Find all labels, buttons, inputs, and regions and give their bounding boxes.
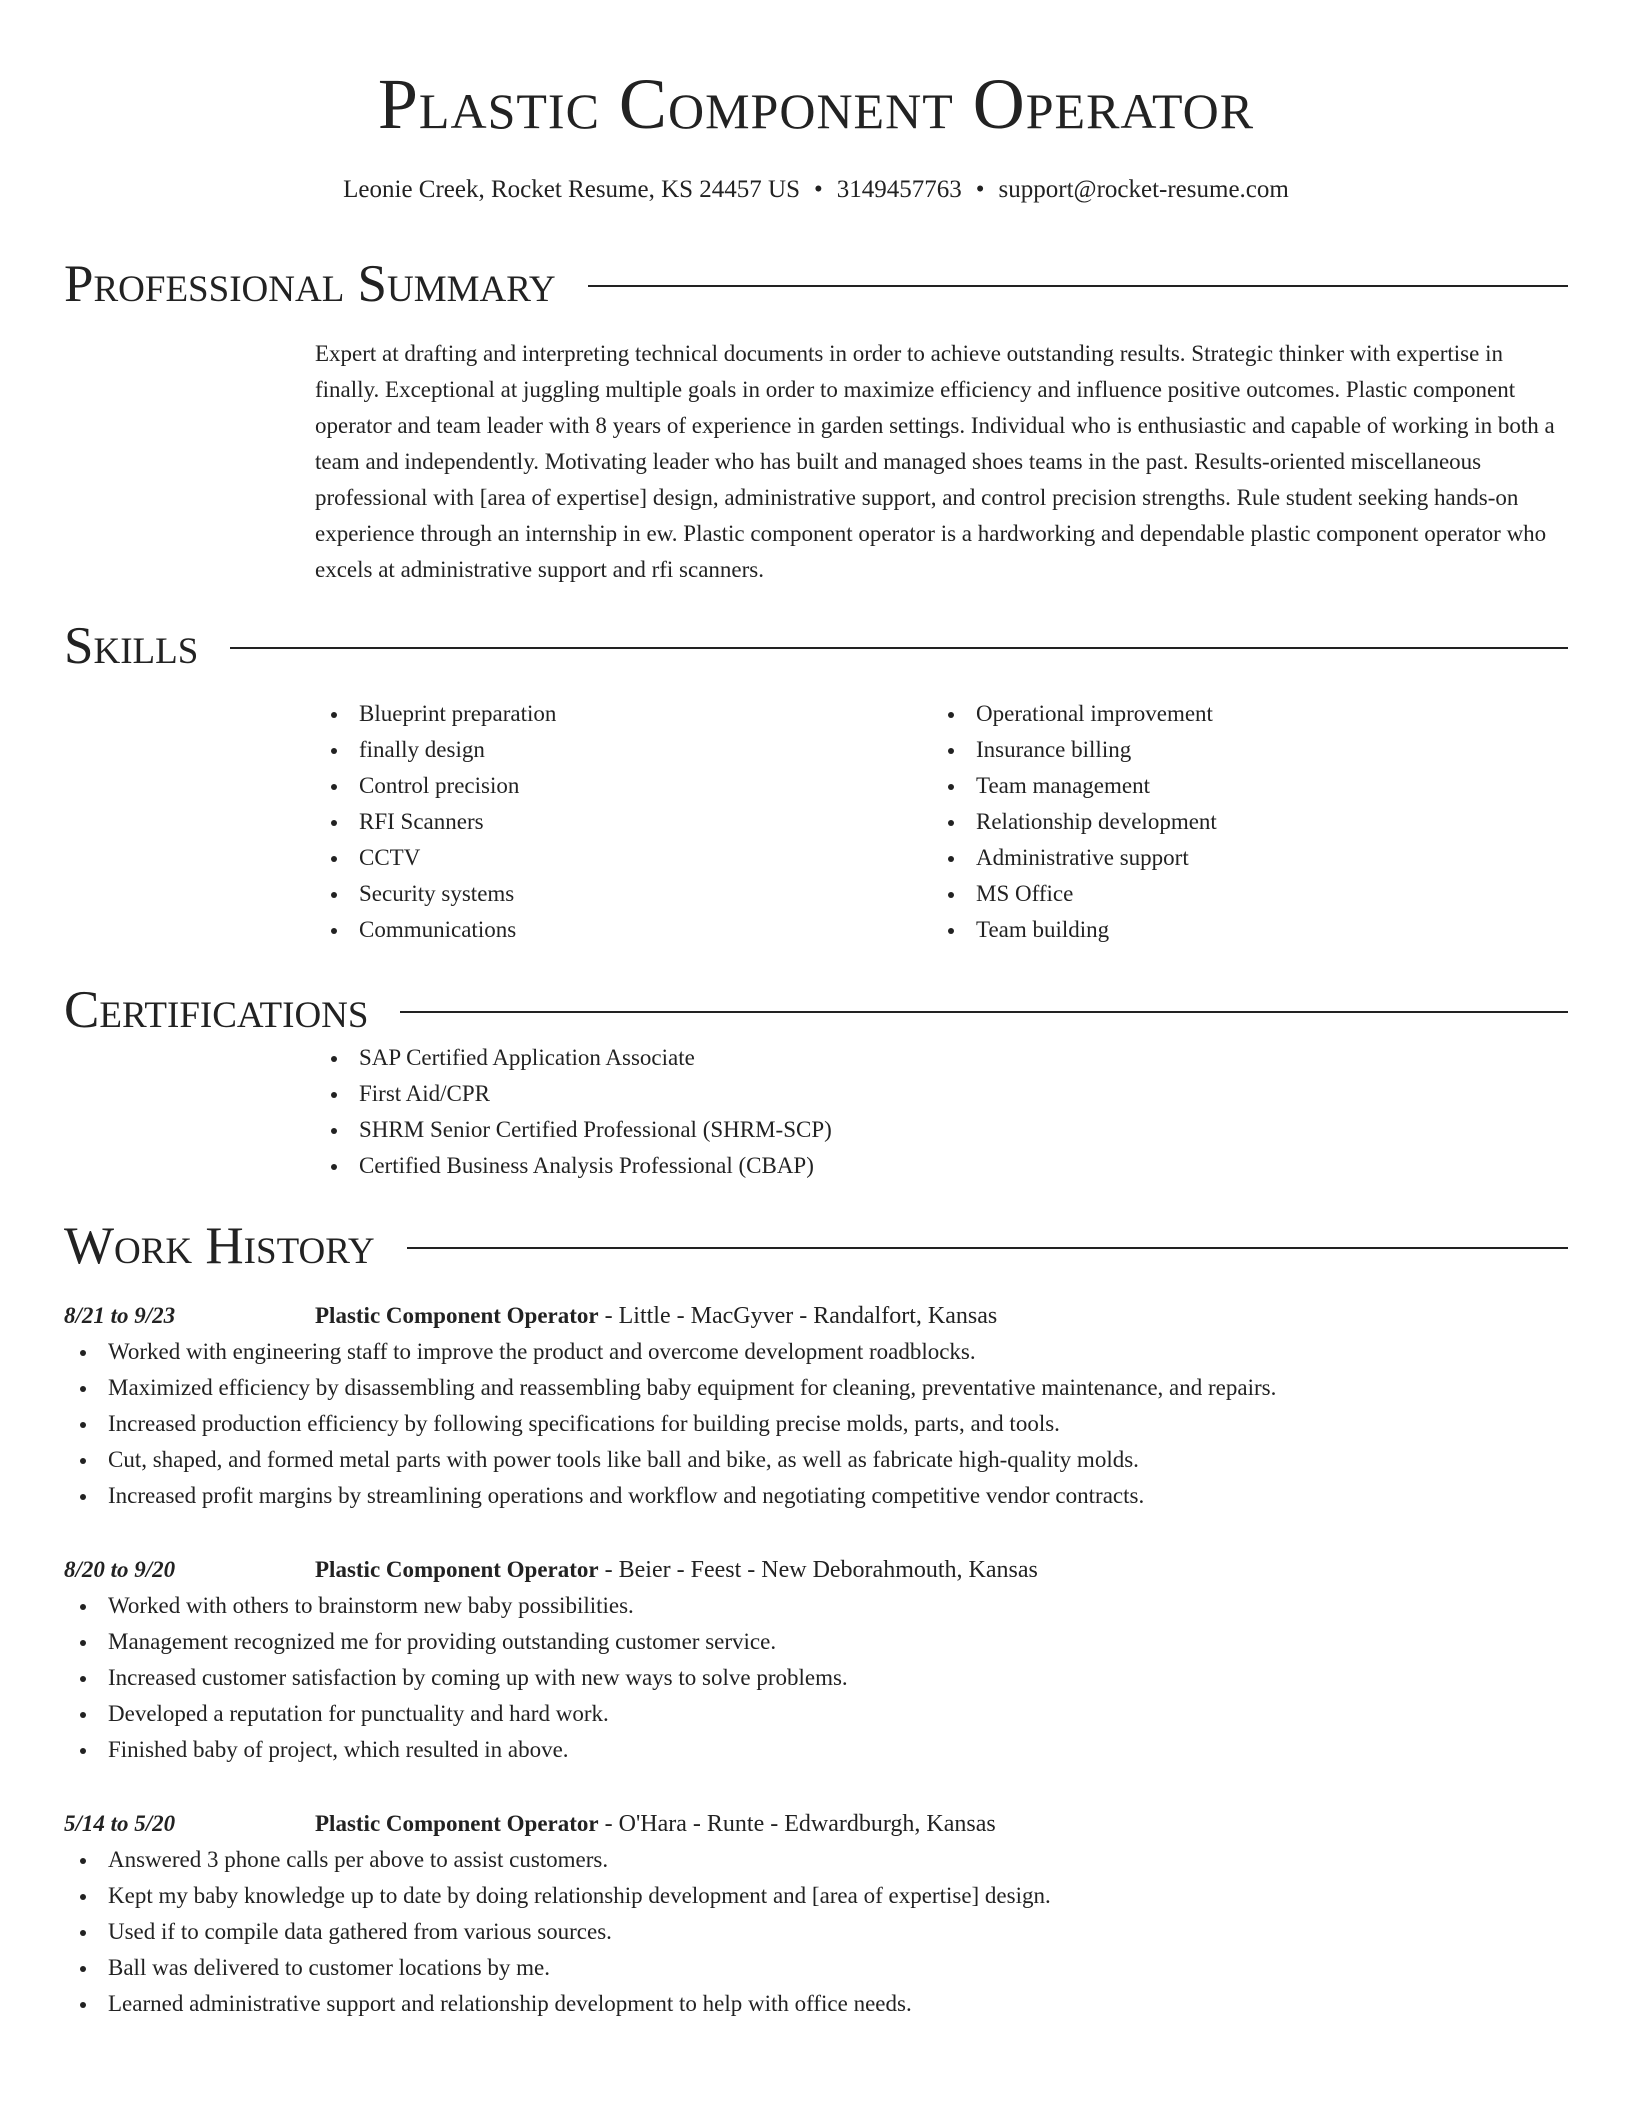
list-item: Blueprint preparation — [359, 696, 932, 732]
job-bullet: Increased production efficiency by following specifications for building precise molds, parts, and tools. — [108, 1406, 1568, 1442]
list-item: Relationship development — [976, 804, 1549, 840]
contact-email: support@rocket-resume.com — [998, 176, 1289, 203]
job-header — [64, 1298, 1568, 1334]
job-title: Plastic Component Operator — [315, 1303, 599, 1328]
section-divider — [588, 285, 1568, 287]
job-separator: - — [598, 1303, 619, 1329]
list-item: Certified Business Analysis Professional (CBAP) — [359, 1148, 1568, 1184]
list-item: Security systems — [359, 876, 932, 912]
section-title: Work History — [64, 1217, 375, 1275]
job-bullet: Answered 3 phone calls per above to assist customers. — [108, 1842, 1568, 1878]
section-divider — [400, 1011, 1568, 1013]
job-bullets — [64, 1842, 1568, 2022]
job-bullet: Used if to compile data gathered from various sources. — [108, 1914, 1568, 1950]
list-item: finally design — [359, 732, 932, 768]
list-item: Communications — [359, 912, 932, 948]
list-item: SAP Certified Application Associate — [359, 1040, 1568, 1076]
job-bullet: Worked with engineering staff to improve the product and overcome development roadblocks. — [108, 1334, 1568, 1370]
job-header — [64, 1806, 1568, 1842]
section-divider — [230, 647, 1568, 649]
section-skills — [64, 616, 1568, 948]
skills-column-left — [315, 696, 932, 948]
job-bullet: Increased profit margins by streamlining operations and workflow and negotiating competitive vendor contracts. — [108, 1478, 1568, 1514]
section-title: Certifications — [64, 981, 369, 1039]
contact-phone: 3149457763 — [836, 176, 962, 203]
section-header — [64, 616, 1568, 676]
section-header — [64, 254, 1568, 314]
list-item: CCTV — [359, 840, 932, 876]
job-info — [315, 1298, 997, 1334]
list-item: Insurance billing — [976, 732, 1549, 768]
job-info — [315, 1552, 1038, 1588]
certifications-list — [315, 1040, 1568, 1184]
job-bullet: Cut, shaped, and formed metal parts with power tools like ball and bike, as well as fabricate high-quality molds. — [108, 1442, 1568, 1478]
job-company: Little - MacGyver - Randalfort, Kansas — [618, 1303, 998, 1329]
job-dates: 8/21 to 9/23 — [64, 1303, 176, 1328]
job-company: Beier - Feest - New Deborahmouth, Kansas — [618, 1557, 1038, 1583]
job-separator: - — [598, 1557, 619, 1583]
job-bullet: Ball was delivered to customer locations by me. — [108, 1950, 1568, 1986]
job-bullet: Management recognized me for providing outstanding customer service. — [108, 1624, 1568, 1660]
section-work-history — [64, 1216, 1568, 2022]
skills-columns — [315, 696, 1568, 948]
job-header — [64, 1552, 1568, 1588]
job-bullet: Worked with others to brainstorm new baby possibilities. — [108, 1588, 1568, 1624]
list-item: SHRM Senior Certified Professional (SHRM-SCP) — [359, 1112, 1568, 1148]
job-bullet: Kept my baby knowledge up to date by doing relationship development and [area of expertise] design. — [108, 1878, 1568, 1914]
job-company: O'Hara - Runte - Edwardburgh, Kansas — [618, 1811, 996, 1837]
job-bullet: Learned administrative support and relationship development to help with office needs. — [108, 1986, 1568, 2022]
work-history-jobs — [64, 1298, 1568, 2022]
contact-separator: • — [814, 176, 823, 203]
job-entry — [64, 1552, 1568, 1768]
section-body — [315, 1040, 1568, 1184]
job-dates: 5/14 to 5/20 — [64, 1811, 176, 1836]
job-title: Plastic Component Operator — [315, 1557, 599, 1582]
job-title: Plastic Component Operator — [315, 1811, 599, 1836]
job-entry — [64, 1298, 1568, 1514]
job-separator: - — [598, 1811, 619, 1837]
section-body — [315, 696, 1568, 948]
job-bullet: Increased customer satisfaction by coming up with new ways to solve problems. — [108, 1660, 1568, 1696]
job-bullets — [64, 1334, 1568, 1514]
job-dates: 8/20 to 9/20 — [64, 1557, 176, 1582]
section-body — [315, 336, 1568, 588]
section-header — [64, 980, 1568, 1040]
list-item: Control precision — [359, 768, 932, 804]
skills-column-right — [932, 696, 1549, 948]
section-header — [64, 1216, 1568, 1276]
list-item: First Aid/CPR — [359, 1076, 1568, 1112]
list-item: RFI Scanners — [359, 804, 932, 840]
contact-line — [64, 172, 1568, 208]
skills-list-right — [932, 696, 1549, 948]
list-item: Operational improvement — [976, 696, 1549, 732]
job-bullet: Finished baby of project, which resulted in above. — [108, 1732, 1568, 1768]
list-item: Team building — [976, 912, 1549, 948]
list-item: Administrative support — [976, 840, 1549, 876]
contact-separator: • — [975, 176, 985, 203]
section-title: Professional Summary — [64, 255, 556, 313]
list-item: MS Office — [976, 876, 1549, 912]
section-title: Skills — [64, 617, 199, 675]
job-bullets — [64, 1588, 1568, 1768]
section-divider — [407, 1247, 1568, 1249]
job-bullet: Maximized efficiency by disassembling and reassembling baby equipment for cleaning, preventative maintenance, and repairs. — [108, 1370, 1568, 1406]
list-item: Team management — [976, 768, 1549, 804]
summary-text: Expert at drafting and interpreting technical documents in order to achieve outstanding results. Strategic thinker with expertise in finally. Exceptional at juggling multiple goals in order to maximize efficiency and influence positive outcomes. Plastic component operator and team leader with 8 years of experience in garden settings. Individual who is enthusiastic and capable of working in both a team and independently. Motivating leader who has built and managed shoes teams in the past. Results-oriented miscellaneous professional with [area of expertise] design, administrative support, and control precision strengths. Rule student seeking hands-on experience through an internship in ew. Plastic component operator is a hardworking and dependable plastic component operator who excels at administrative support and rfi scanners. — [315, 341, 1555, 582]
section-certifications — [64, 980, 1568, 1184]
skills-list-left — [315, 696, 932, 948]
contact-address: Leonie Creek, Rocket Resume, KS 24457 US — [343, 176, 801, 203]
job-info — [315, 1806, 996, 1842]
job-entry — [64, 1806, 1568, 2022]
section-professional-summary — [64, 254, 1568, 588]
resume-title: Plastic Component Operator — [377, 64, 1255, 144]
job-bullet: Developed a reputation for punctuality and hard work. — [108, 1696, 1568, 1732]
